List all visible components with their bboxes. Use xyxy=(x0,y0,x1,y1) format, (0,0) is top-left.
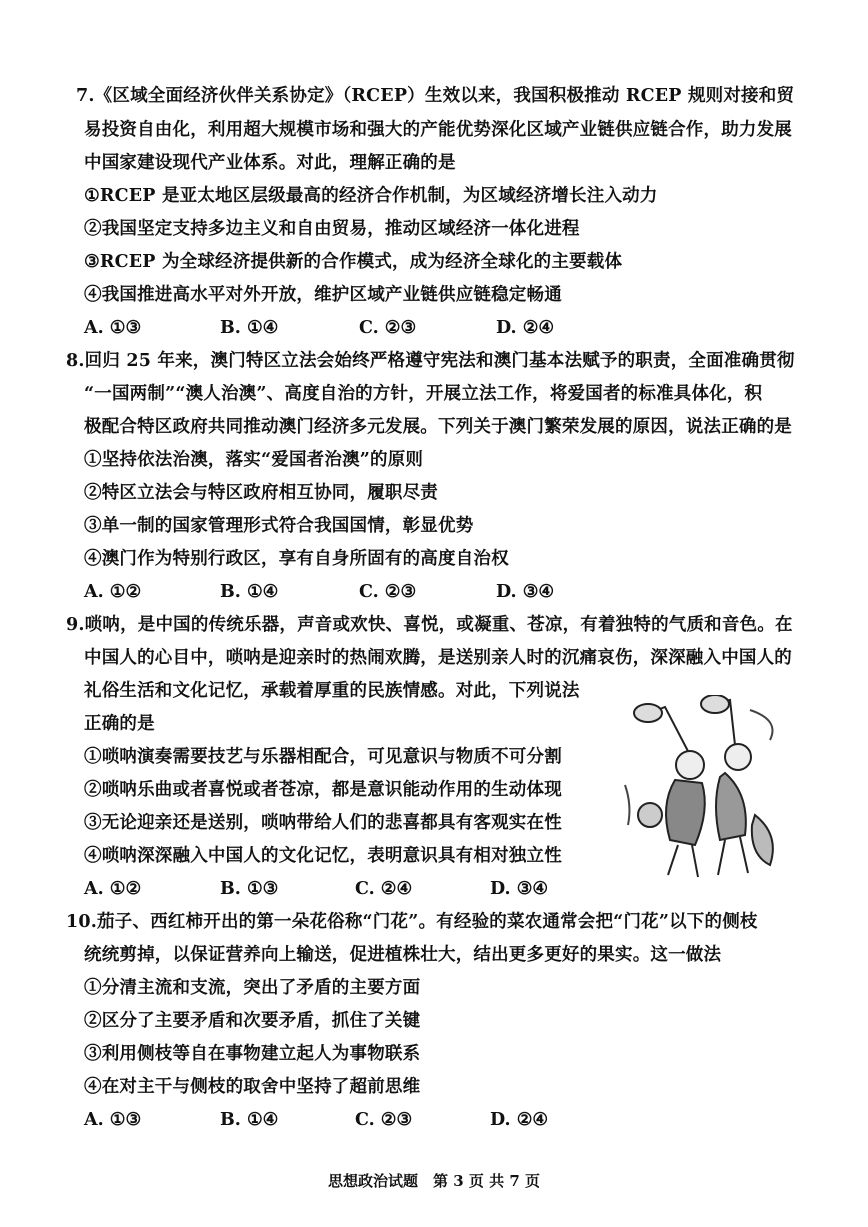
q9-option-a: A. ①② xyxy=(84,879,142,899)
q7-item-4: ④我国推进高水平对外开放，维护区域产业链供应链稳定畅通 xyxy=(84,285,562,305)
q9-item-1: ①唢呐演奏需要技艺与乐器相配合，可见意识与物质不可分割 xyxy=(84,747,562,767)
q7-item-1: ①RCEP 是亚太地区层级最高的经济合作机制，为区域经济增长注入动力 xyxy=(84,186,658,206)
q10-item-4: ④在对主干与侧枝的取舍中坚持了超前思维 xyxy=(84,1077,421,1097)
q8-item-2: ②特区立法会与特区政府相互协同，履职尽责 xyxy=(84,483,438,503)
q8-option-a: A. ①② xyxy=(84,582,142,602)
q8-item-4: ④澳门作为特别行政区，享有自身所固有的高度自治权 xyxy=(84,549,509,569)
q9-item-4: ④唢呐深深融入中国人的文化记忆，表明意识具有相对独立性 xyxy=(84,846,562,866)
q7-stem-line-1: 7.《区域全面经济伙伴关系协定》（RCEP）生效以来，我国积极推动 RCEP 规则对接和贸 xyxy=(76,86,795,106)
q7-option-c: C. ②③ xyxy=(359,318,417,338)
q9-stem-line-4: 正确的是 xyxy=(84,714,155,734)
q10-stem-line-2: 统统剪掉，以保证营养向上输送，促进植株壮大，结出更多更好的果实。这一做法 xyxy=(84,945,722,965)
suona-players-illustration xyxy=(620,695,790,885)
q9-stem-line-2: 中国人的心目中，唢呐是迎亲时的热闹欢腾，是送别亲人时的沉痛哀伤，深深融入中国人的 xyxy=(84,648,792,668)
q8-option-d: D. ③④ xyxy=(496,582,555,602)
q10-item-3: ③利用侧枝等自在事物建立起人为事物联系 xyxy=(84,1044,421,1064)
q8-option-c: C. ②③ xyxy=(359,582,417,602)
q7-stem-line-3: 中国家建设现代产业体系。对此，理解正确的是 xyxy=(84,153,456,173)
q9-item-3: ③无论迎亲还是送别，唢呐带给人们的悲喜都具有客观实在性 xyxy=(84,813,562,833)
q10-item-2: ②区分了主要矛盾和次要矛盾，抓住了关键 xyxy=(84,1011,421,1031)
q7-option-d: D. ②④ xyxy=(496,318,555,338)
q8-stem-line-3: 极配合特区政府共同推动澳门经济多元发展。下列关于澳门繁荣发展的原因，说法正确的是 xyxy=(84,417,792,437)
q9-item-2: ②唢呐乐曲或者喜悦或者苍凉，都是意识能动作用的生动体现 xyxy=(84,780,562,800)
q8-option-b: B. ①④ xyxy=(220,582,279,602)
q9-stem-line-1: 9.唢呐，是中国的传统乐器，声音或欢快、喜悦，或凝重、苍凉，有着独特的气质和音色。在 xyxy=(66,615,793,635)
q10-option-b: B. ①④ xyxy=(220,1110,279,1130)
q9-option-d: D. ③④ xyxy=(490,879,549,899)
page-footer: 思想政治试题 第 3 页 共 7 页 xyxy=(328,1172,540,1190)
q10-stem-line-1: 10.茄子、西红柿开出的第一朵花俗称“门花”。有经验的菜农通常会把“门花”以下的侧枝 xyxy=(66,912,758,932)
q9-option-b: B. ①③ xyxy=(220,879,279,899)
q8-item-3: ③单一制的国家管理形式符合我国国情，彰显优势 xyxy=(84,516,474,536)
q8-item-1: ①坚持依法治澳，落实“爱国者治澳”的原则 xyxy=(84,450,424,470)
q7-item-2: ②我国坚定支持多边主义和自由贸易，推动区域经济一体化进程 xyxy=(84,219,580,239)
q8-stem-line-2: “一国两制”“澳人治澳”、高度自治的方针，开展立法工作，将爱国者的标准具体化，积 xyxy=(84,384,763,404)
q9-option-c: C. ②④ xyxy=(355,879,413,899)
q10-item-1: ①分清主流和支流，突出了矛盾的主要方面 xyxy=(84,978,421,998)
q9-stem-line-3: 礼俗生活和文化记忆，承载着厚重的民族情感。对此，下列说法 xyxy=(84,681,580,701)
q7-option-a: A. ①③ xyxy=(84,318,142,338)
q10-option-d: D. ②④ xyxy=(490,1110,549,1130)
q7-stem-line-2: 易投资自由化，利用超大规模市场和强大的产能优势深化区域产业链供应链合作，助力发展 xyxy=(84,120,792,140)
q10-option-c: C. ②③ xyxy=(355,1110,413,1130)
q7-item-3: ③RCEP 为全球经济提供新的合作模式，成为经济全球化的主要载体 xyxy=(84,252,623,272)
q8-stem-line-1: 8.回归 25 年来，澳门特区立法会始终严格遵守宪法和澳门基本法赋予的职责，全面准确贯彻 xyxy=(66,351,795,371)
q7-option-b: B. ①④ xyxy=(220,318,279,338)
q10-option-a: A. ①③ xyxy=(84,1110,142,1130)
